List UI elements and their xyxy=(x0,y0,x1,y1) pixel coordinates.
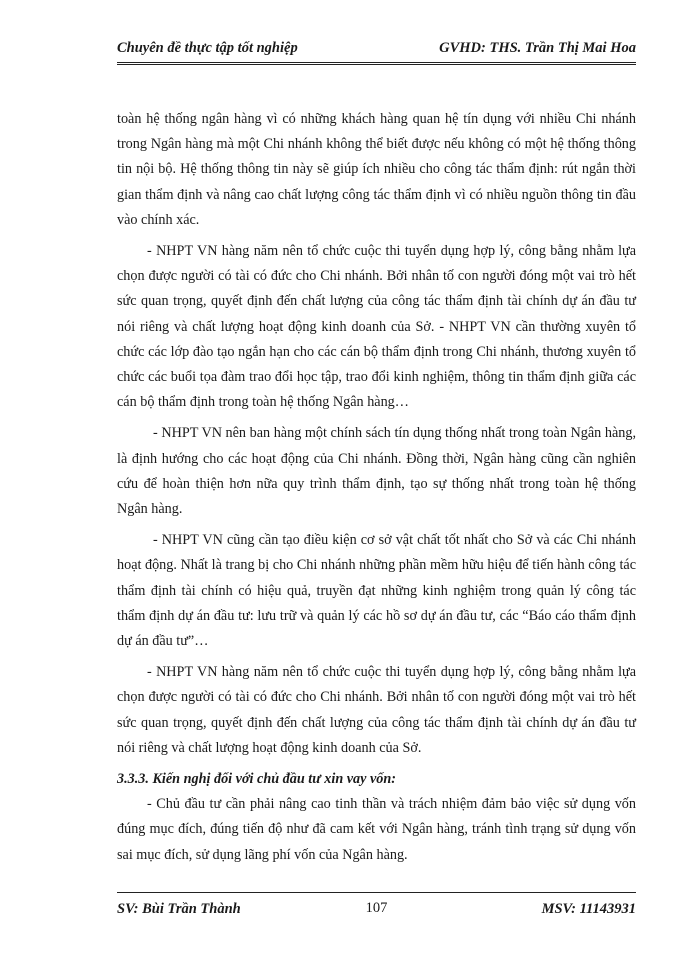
paragraph: - NHPT VN hàng năm nên tổ chức cuộc thi tuyển dụng hợp lý, công bằng nhằm lựa chọn được người có tài có đức cho Chi nhánh. Bởi nhân tố con người đóng một vai trò hết sức quan trọng, quyết định đến chất lượng của công tác thẩm định tài chính dự án đầu tư nói riêng và chất lượng hoạt động kinh doanh của Sở. - NHPT VN cần thường xuyên tổ chức các lớp đào tạo ngắn hạn cho các cán bộ thẩm định trong Chi nhánh, thương xuyên tổ chức các buổi tọa đàm trao đổi học tập, trao đổi kinh nghiệm, thông tin thẩm định giữa các cán bộ thẩm định trong toàn hệ thống Ngân hàng… xyxy=(117,243,636,411)
paragraph: - NHPT VN hàng năm nên tổ chức cuộc thi tuyển dụng hợp lý, công bằng nhằm lựa chọn được người có tài có đức cho Chi nhánh. Bởi nhân tố con người đóng một vai trò hết sức quan trọng, quyết định đến chất lượng của công tác thẩm định tài chính dự án đầu tư nói riêng và chất lượng hoạt động kinh doanh của Sở. xyxy=(117,664,636,756)
header-advisor: GVHD: THS. Trần Thị Mai Hoa xyxy=(439,40,636,56)
page-footer xyxy=(117,892,636,923)
paragraph: - Chủ đầu tư cần phải nâng cao tinh thần và trách nhiệm đảm bảo việc sử dụng vốn đúng mục đích, đúng tiến độ như đã cam kết với Ngân hàng, tránh tình trạng sử dụng vốn sai mục đích, sử dụng lãng phí vốn của Ngân hàng. xyxy=(117,796,636,863)
page-number: 107 xyxy=(365,900,388,916)
paragraph: - NHPT VN nên ban hàng một chính sách tín dụng thống nhất trong toàn Ngân hàng, là định hướng cho các hoạt động của Chi nhánh. Đồng thời, Ngân hàng cũng cần nghiên cứu để hoàn thiện hơn nữa quy trình thẩm định, tạo sự thống nhất trong toàn hệ thống Ngân hàng. xyxy=(117,425,636,518)
paragraph: - NHPT VN cũng cần tạo điều kiện cơ sở vật chất tốt nhất cho Sở và các Chi nhánh hoạt động. Nhất là trang bị cho Chi nhánh những phần mềm hữu hiệu để tiến hành công tác thẩm định tài chính có hiệu quả, truyền đạt những kinh nghiệm trong quản lý công tác thẩm định dự án đầu tư: lưu trữ và quản lý các hồ sơ dự án đầu tư, các “Báo cáo thẩm định dự án đầu tư”… xyxy=(117,532,636,650)
paragraph: toàn hệ thống ngân hàng vì có những khách hàng quan hệ tín dụng với nhiều Chi nhánh trong Ngân hàng mà một Chi nhánh không thể biết được nếu không có một hệ thống thông tin nội bộ. Hệ thống thông tin này sẽ giúp ích nhiều cho công tác thẩm định: rút ngắn thời gian thẩm định và nâng cao chất lượng công tác thẩm định vì có nhiều nguồn thông tin đầu vào chính xác. xyxy=(117,111,636,228)
footer-student-id: MSV: 11143931 xyxy=(541,901,636,917)
header-title: Chuyên đề thực tập tốt nghiệp xyxy=(117,40,298,56)
page-header xyxy=(117,38,636,65)
section-heading: 3.3.3. Kiến nghị đối với chủ đầu tư xin vay vốn: xyxy=(117,771,396,788)
page-body xyxy=(117,107,636,874)
footer-student: SV: Bùi Trần Thành xyxy=(117,901,241,917)
